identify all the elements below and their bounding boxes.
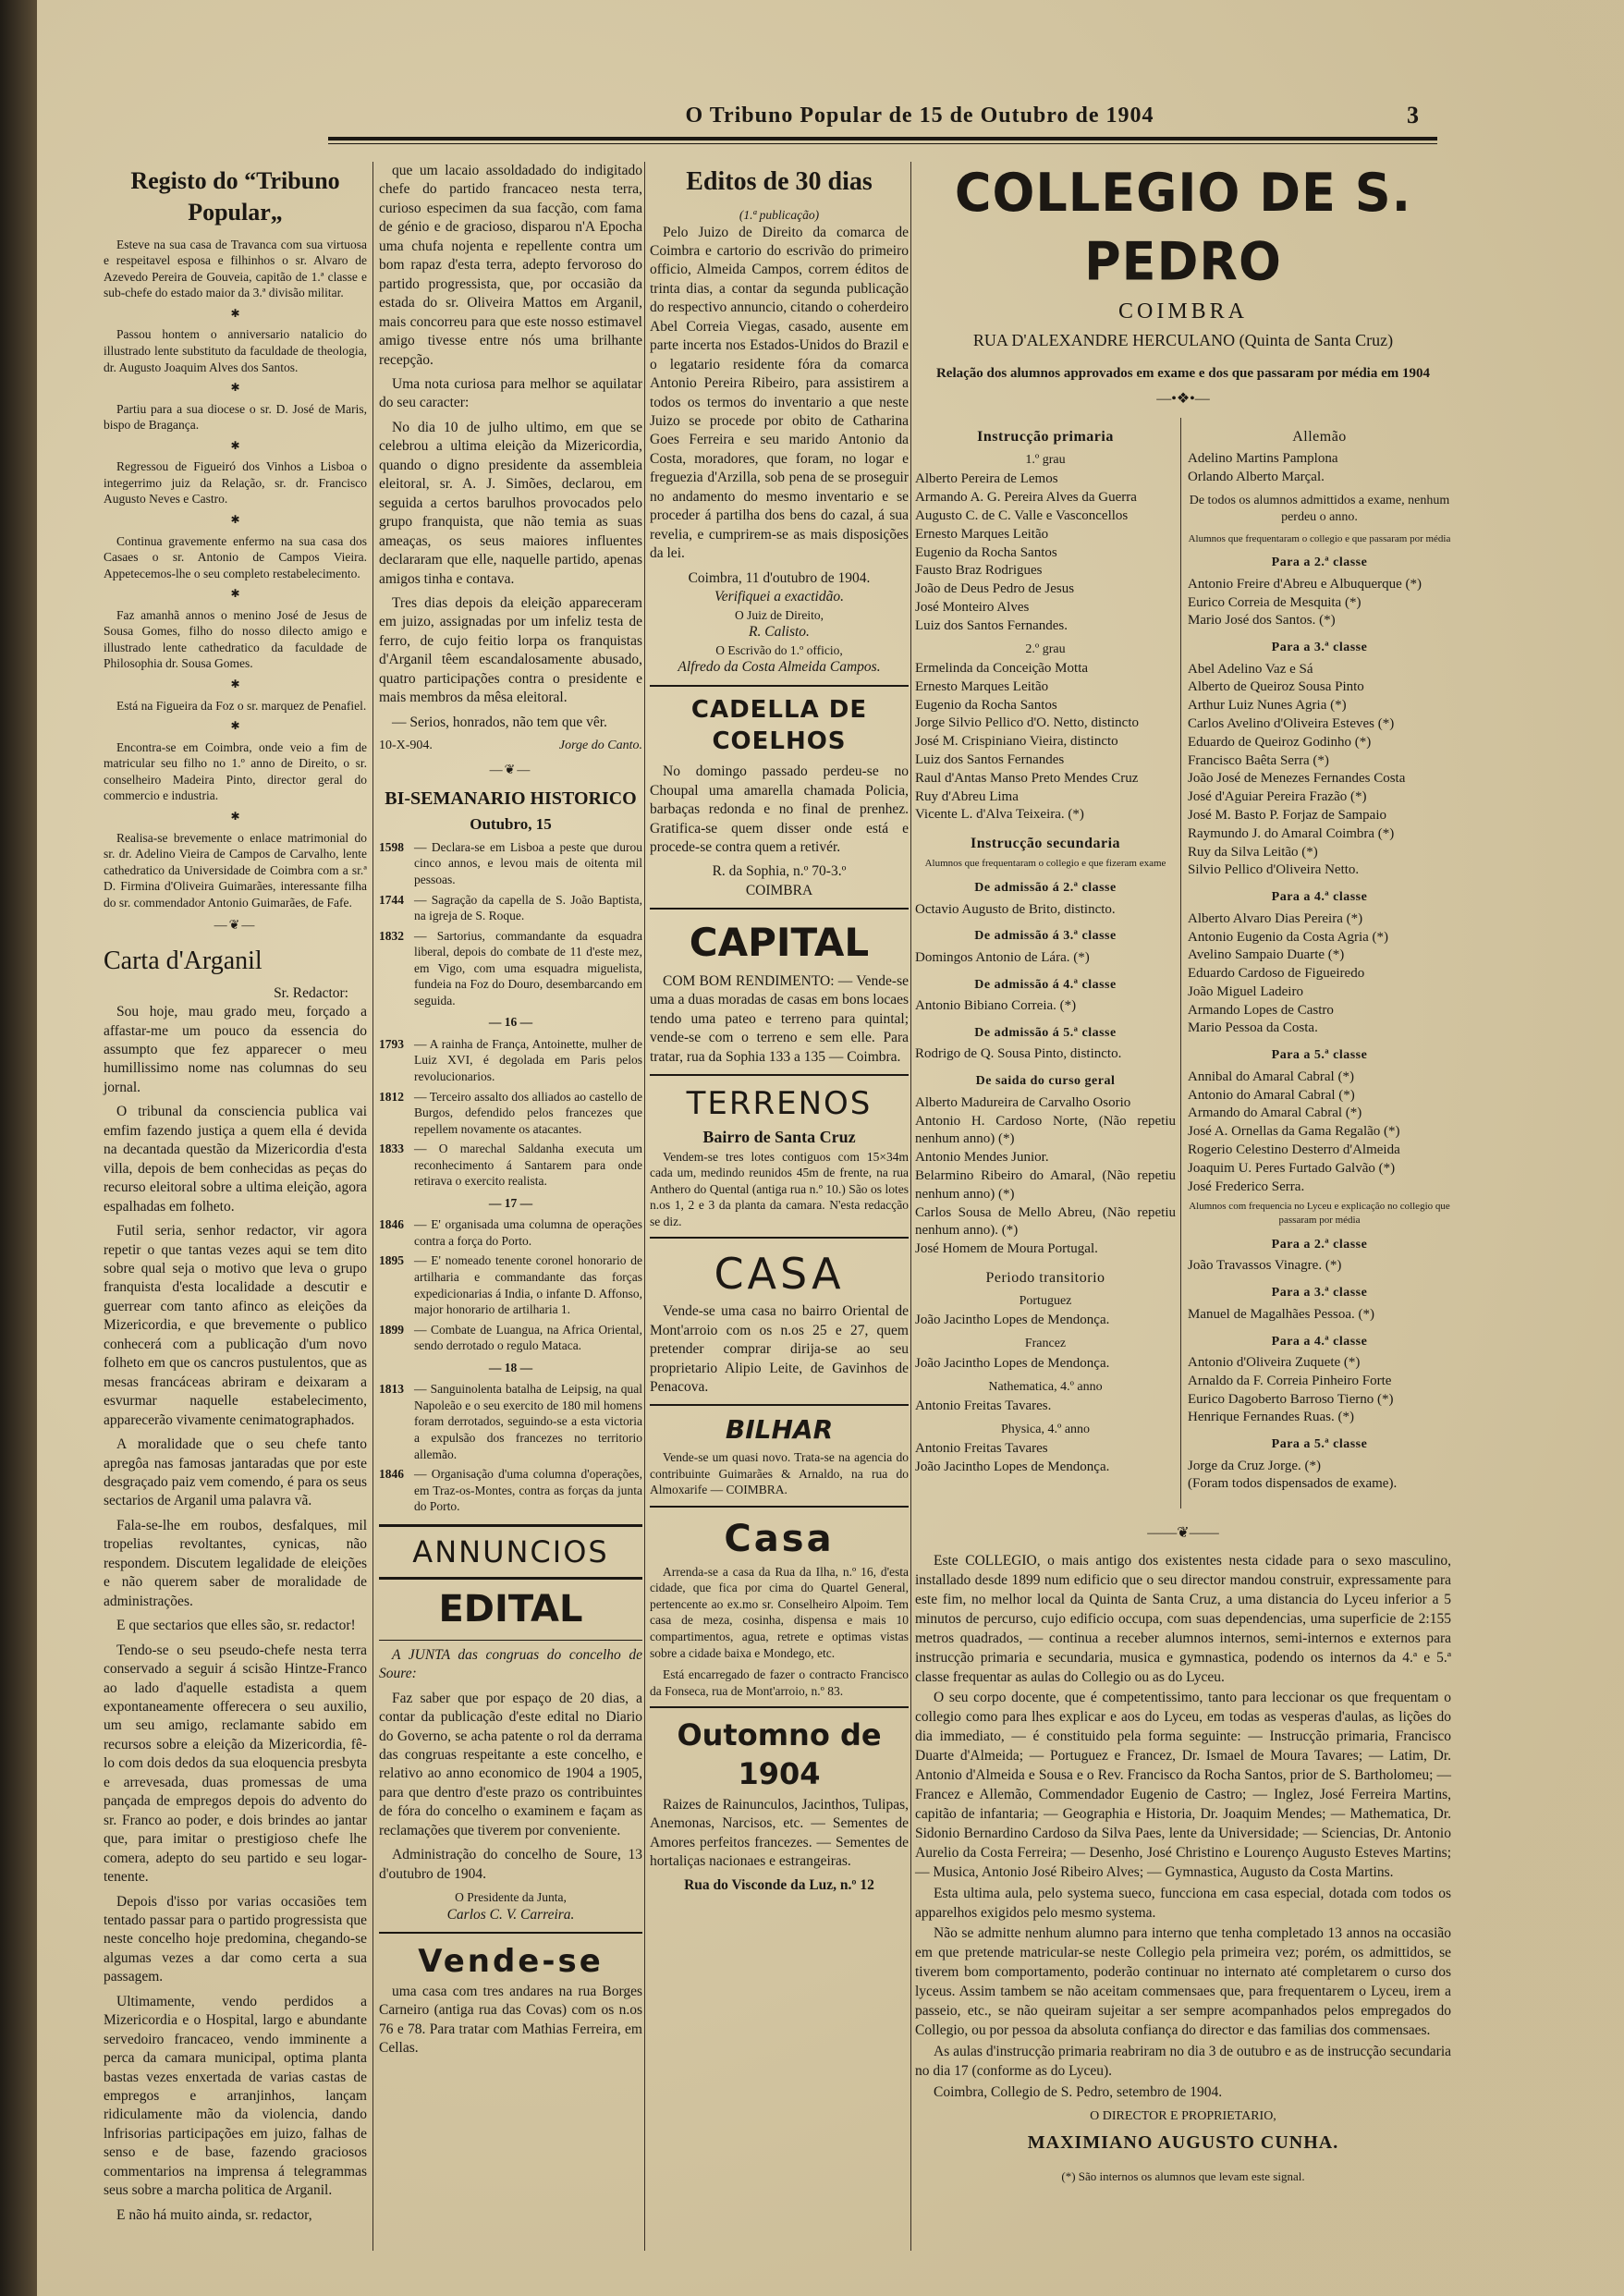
editos-body: Pelo Juizo de Direito da comarca de Coimbra e cartorio do escrivão do primeiro officio, Almeida Campos, correm éditos de trinta dias, a contar da segunda publicação do respectivo annuncio, citando o coherdeiro Abel Correia Viegas, casado, ausente em parte incerta nos Estados-Unidos do Brazil e o legatario residente fóra da comarca Antonio Pereira Ribeiro, para assistirem a todos os termos do inventario a que neste Juizo se procede por obito de Catharina Goes Ferreira e seu marido Antonio da Costa, moradores, que foram, no logar e freguezia d'Arzilla, sob pena de se proseguir no andamento do mesmo inventario e se proceder á partilha dos bens do cazal, á sua revelia, e cumprirem-se as mais disposições da lei. [650, 224, 909, 562]
terrenos-title: TERRENOS [686, 1085, 873, 1123]
student-name: Antonio Mendes Junior. [915, 1150, 1049, 1166]
student-name: José Monteiro Alves [915, 600, 1030, 616]
class-heading: Para a 5.ª classe [1271, 1437, 1368, 1452]
note: Alumnos com frequencia no Lyceu e explicação no collegio que passaram por média [1189, 1201, 1450, 1227]
cadella-city: COIMBRA [745, 882, 813, 898]
student-name: José M. Crispiniano Vieira, distincto [915, 734, 1118, 750]
carta-paragraph: Ultimamente, vendo perdidos a Mizericordia e o Hospital, largo e abundante servedoiro francaceo, vendo imminente a perca da camara municipal, optima planta bastas vezes enxertada de varias castas de empregos e arranjinhos, lançam ridiculamente mão da violencia, dando lnfrisorias participações em juizo, falhas de senso e de base, fazendo graciosos commentarios na imprensa á telegrammas seus sobre a marcha politica de Arganil. [104, 1993, 367, 2199]
historico-entry: 1895 — E' nomeado tenente coronel honorario de artilharia e commandante das forças expedicionarias á India, o infante D. Affonso, major honorario de artilharia 1. [379, 1253, 642, 1317]
separator-ornament: —❦— [489, 763, 532, 777]
student-name: Avelino Sampaio Duarte (*) [1188, 947, 1345, 963]
student-name: José A. Ornellas da Gama Regalão (*) [1188, 1124, 1400, 1140]
student-name: Orlando Alberto Marçal. [1188, 469, 1325, 484]
historico-entry: 1899 — Combate de Luangua, na Africa Oriental, sendo derrotado o regulo Mataca. [379, 1322, 642, 1353]
subheading: 2.º grau [1025, 641, 1066, 656]
student-name: Alberto Alvaro Dias Pereira (*) [1188, 910, 1363, 926]
page-number: 3 [1407, 102, 1419, 128]
divider [379, 1640, 642, 1641]
name-list [1188, 1458, 1451, 1495]
collegio-city: COIMBRA [1117, 299, 1249, 324]
class-heading: Para a 4.ª classe [1271, 1334, 1368, 1349]
registo-item: Partiu para a sua diocese o sr. D. José de Maris, bispo de Bragança. [104, 401, 367, 433]
carta-paragraph: Depois d'isso por varias occasiões tem tentado passar para o partido progressista que neste concelho hoje predomina, chegando-se algumas vezes a dar como certa a sua passagem. [104, 1893, 367, 1985]
carta-paragraph: Tendo-se o seu pseudo-chefe nesta terra conservado a seguir á scisão Hintze-Franco ao lado d'aquelle estadista a quem expontaneamente offerecera o seu auxilio, um seu amigo, reclamante sabido em recursos sobre a eleição da Mizericordia, fê-lo com dois dedos da sua eloquencia presbyta e arrevesada, duas promessas de uma pançada de empregos depois do advento do sr. Franco ao poder, e dois brindes ao jantar que, para imitar o prestigioso chefe lhe comera, adepto do seu partido e seu logar-tenente. [104, 1642, 367, 1886]
collegio-description [915, 1552, 1451, 2103]
class-heading: Para a 3.ª classe [1271, 1286, 1368, 1301]
collegio-section [915, 162, 1451, 2197]
student-name: Mario José dos Santos. (*) [1188, 613, 1336, 629]
editos-title: Editos de 30 dias [686, 167, 873, 196]
registo-item: Esteve na sua casa de Travanca com sua virtuosa e respeitavel esposa e filhinhos o sr. Alvaro de Azevedo Pereira de Gouveia, capitão de 1.ª classe e sub-chefe do estado maior da 3.ª divisão militar. [104, 237, 367, 300]
section-heading: Periodo transitorio [985, 1269, 1105, 1286]
student-name: Alberto Pereira de Lemos [915, 471, 1058, 487]
student-name: Luiz dos Santos Fernandes [915, 752, 1065, 768]
column-divider-2 [644, 162, 645, 2251]
student-name: Alberto de Queiroz Sousa Pinto [1188, 679, 1364, 695]
divider [650, 1506, 909, 1508]
header-rule-thin [328, 143, 1437, 144]
bilhar-title: BILHAR [725, 1414, 834, 1446]
carta-continued: No dia 10 de julho ultimo, em que se celebrou a ultima eleição da Mizericordia, quando o digno presidente da assembleia eleitoral, sr. A. J. Simões, declarou, em seguida a certos barulhos provocados pelo grupo franquista, que não temia as suas ameaças, os seus maiores influentes declararam que elle, naquelle partido, apenas amigos tinha e contava. [379, 419, 642, 587]
edital-role: O Presidente da Junta, [455, 1890, 567, 1905]
editos-publication: (1.ª publicação) [739, 207, 820, 222]
note: Alumnos que frequentaram o collegio e que fizeram exame [924, 858, 1166, 870]
student-name: João Jacintho Lopes de Mendonça. [915, 1459, 1110, 1475]
student-name: Octavio Augusto de Brito, distincto. [915, 901, 1116, 917]
outomno-address: Rua do Visconde da Luz, n.º 12 [684, 1877, 874, 1894]
student-name: Vicente L. d'Alva Teixeira. (*) [915, 807, 1084, 823]
casa-body: Vende-se uma casa no bairro Oriental de Mont'arroio com os n.os 25 e 27, quem pretender comprar dirija-se ao seu proprietario Alipio Leite, de Gavinhos de Penacova. [650, 1303, 909, 1395]
column-divider-1 [372, 162, 373, 2251]
student-name: Eduardo Cardoso de Figueiredo [1188, 966, 1365, 982]
name-list [1188, 1069, 1451, 1197]
asterisk-ornament: ✱ [230, 587, 240, 601]
carta-paragraph: Futil seria, senhor redactor, vir agora repetir o que tantas vezes aqui se tem dito sobre qual seja o motivo que leva o grupo franquista d'esta localidade a descutir e guerrear com tanto afinco as eleições da Mizericordia, e que brevemente o publico conhecerá com a publicação d'um novo folheto em que os cancros pustulentos, que as mesas francáceas abriram e deixaram a esvurmar naquelle estabelecimento, apparecerão vivamente cenimatographados. [104, 1223, 367, 1428]
historico-day: — 18 — [488, 1360, 533, 1374]
editos-verified: Verifiquei a exactidão. [714, 589, 844, 605]
student-name: Fausto Braz Rodrigues [915, 563, 1043, 579]
student-name: Eugenio da Rocha Santos [915, 544, 1057, 560]
student-name: Rodrigo de Q. Sousa Pinto, distincto. [915, 1046, 1122, 1062]
student-name: Arthur Luiz Nunes Agria (*) [1188, 698, 1347, 714]
name-list [915, 1094, 1176, 1259]
note: De todos os alumnos admittidos a exame, nenhum perdeu o anno. [1189, 493, 1450, 525]
collegio-title: COLLEGIO DE S. PEDRO [954, 162, 1412, 293]
registo-item: Encontra-se em Coimbra, onde veio a fim de matricular seu filho no 1.º anno de Direito, o sr. conselheiro Madeira Pinto, director geral do commercio e industria. [104, 739, 367, 803]
registo-items [104, 237, 367, 911]
class-heading: De admissão á 4.ª classe [974, 977, 1117, 992]
student-name: Alberto Madureira de Carvalho Osorio [915, 1094, 1131, 1110]
carta-title: Carta d'Arganil [104, 946, 263, 975]
results-columns [915, 418, 1451, 1518]
bilhar-body: Vende-se um quasi novo. Trata-se na agencia do contribuinte Guimarães & Arnaldo, na rua do Almoxarife — COIMBRA. [650, 1450, 909, 1497]
editos-date: Coimbra, 11 d'outubro de 1904. [688, 569, 871, 586]
casa-arrenda-contact: Está encarregado de fazer o contracto Francisco da Fonseca, rua de Mont'arroio, n.º 83. [650, 1667, 909, 1698]
registo-title: Registo do “Tribuno Popular„ [130, 167, 340, 226]
student-name: Antonio d'Oliveira Zuquete (*) [1188, 1355, 1361, 1371]
section-heading: Allemão [1292, 428, 1347, 445]
cadella-body: No domingo passado perdeu-se no Choupal uma amarella chamada Policia, barbaças redonda e no final de prenhez. Gratifica-se quem disser onde está e procede-se contra quem a retivér. [650, 763, 909, 855]
name-list [915, 660, 1176, 824]
historico-entry: 1832 — Sartorius, commandante da esquadra liberal, depois do combate de 11 d'este mez, em Vigo, com uma esquadra miguelista, fundeia na Foz do Douro, desembarcando em seguida. [379, 928, 642, 1008]
editos-clerk-role: O Escrivão do 1.º officio, [715, 642, 843, 657]
carta-signature: Jorge do Canto. [558, 739, 642, 753]
student-name: (Foram todos dispensados de exame). [1188, 1476, 1398, 1492]
director-name: MAXIMIANO AUGUSTO CUNHA. [1027, 2132, 1339, 2154]
student-name: Francisco Baêta Serra (*) [1188, 752, 1329, 768]
divider [379, 1932, 642, 1934]
student-name: Armando A. G. Pereira Alves da Guerra [915, 490, 1137, 506]
carta-paragraph: Fala-se-lhe em roubos, desfalques, mil tropelias revoltantes, cynicas, não respondem. Discutem legalidade de eleições e não querem saber de moralidade de administrações. [104, 1517, 367, 1609]
carta-salutation: Sr. Redactor: [274, 984, 348, 1001]
student-name: Jorge Silvio Pellico d'O. Netto, distincto [915, 715, 1139, 731]
student-name: Joaquim U. Peres Furtado Galvão (*) [1188, 1160, 1396, 1176]
student-name: João Jacintho Lopes de Mendonça. [915, 1355, 1110, 1371]
capital-body: — Vende-se uma a duas moradas de casas em bons locaes tendo uma pateo e terreno para quintal; vende-se com o terreno e sem elle. Para tratar, rua da Sophia 133 a 135 — Coimbra. [650, 972, 910, 1065]
subheading: Nathematica, 4.º anno [988, 1379, 1103, 1394]
historico-title: BI-SEMANARIO HISTORICO [385, 788, 637, 810]
vende-body: uma casa com tres andares na rua Borges Carneiro (antiga rua das Covas) com os n.os 76 e 78. Para tratar com Mathias Ferreira, em Cellas. [379, 1984, 642, 2057]
name-list [1188, 910, 1451, 1039]
carta-date: 10-X-904. [379, 739, 433, 753]
asterisk-ornament: ✱ [230, 809, 240, 823]
class-heading: De saida do curso geral [975, 1074, 1116, 1089]
registo-item: Faz amanhã annos o menino José de Jesus de Sousa Gomes, filho do nosso dilecto amigo e illustrado lente cathedratico da faculdade de Philosophia dr. Sousa Gomes. [104, 607, 367, 671]
divider [650, 1404, 909, 1406]
editos-clerk: Alfredo da Costa Almeida Campos. [678, 659, 881, 676]
terrenos-subtitle: Bairro de Santa Cruz [702, 1127, 856, 1146]
edital-body: Faz saber que por espaço de 20 dias, a contar da publicação d'este edital no Diario do Governo, se acha patente o rol da derrama das congruas respeitante a este concelho, e relativo ao anno economico de 1904 a 1905, para que dentro d'este prazo os contribuintes de fóra do concelho o examinem e façam as reclamações que tiverem por conveniente. [379, 1690, 642, 1838]
historico-entry: 1846 — Organisação d'uma columna d'operações, em Traz-os-Montes, contra as forças da junta do Porto. [379, 1467, 642, 1514]
subheading: 1.º grau [1025, 452, 1066, 467]
carta-continued: Uma nota curiosa para melhor se aquilatar do seu caracter: [379, 375, 642, 411]
name-list [915, 470, 1176, 635]
student-name: Ermelinda da Conceição Motta [915, 661, 1089, 677]
student-name: João de Deus Pedro de Jesus [915, 581, 1075, 597]
student-name: Belarmino Ribeiro do Amaral, (Não repetiu nenhum anno) (*) [915, 1167, 1176, 1202]
outomno-title: Outomno de 1904 [677, 1717, 882, 1792]
student-name: Antonio Freitas Tavares. [915, 1398, 1052, 1414]
student-name: Arnaldo da F. Correia Pinheiro Forte [1188, 1373, 1392, 1388]
student-name: Antonio Eugenio da Costa Agria (*) [1188, 929, 1389, 945]
collegio-paragraph: Este COLLEGIO, o mais antigo dos existentes nesta cidade para o sexo masculino, installado desde 1899 num edificio que o seu director mandou construir, expressamente para este fim, no melhor local da Quinta de Santa Cruz, a uma distancia do Lyceu inferior a 5 minutos de percurso, cujo edificio occupa, com suas dependencias, uma superficie de 2:155 metros quadrados, — continua a receber alumnos internos, semi-internos e externos para instrucção primaria e secundaria, musica e gymnastica, podendo os internos da 4.ª e 5.ª classe frequentar as aulas do Collegio ou as do Lyceu. [915, 1552, 1451, 1685]
cadella-address: R. da Sophia, n.º 70-3.º [712, 863, 847, 880]
collegio-paragraph: Esta ultima aula, pelo systema sueco, funcciona em casa especial, dotada com todos os apparelhos exigidos pelo mesmo systema. [915, 1885, 1451, 1921]
asterisk-ornament: ✱ [230, 719, 240, 733]
name-list [1188, 661, 1451, 881]
carta-paragraph: O tribunal da consciencia publica vai emfim fazendo justiça a quem ella é devida na decantada questão da Mizericordia d'esta villa, depois de bem conhecidas as peças do recurso eleitoral sobre a ultima eleição, agora espalhadas em folheto. [104, 1104, 367, 1215]
ornament: ——❦—— [1147, 1524, 1219, 1541]
name-list [1188, 450, 1451, 487]
student-name: Ernesto Marques Leitão [915, 678, 1049, 694]
carta-paragraph: A moralidade que o seu chefe tanto apregôa nas famosas jantaradas que por este desgraçado paiz vem comendo, é para os seus sectarios de Arganil uma palavra vã. [104, 1436, 367, 1509]
student-name: José Homem de Moura Portugal. [915, 1241, 1098, 1257]
historico-entry: 1813 — Sanguinolenta batalha de Leipsig, na qual Napoleão e o seu exercito de 180 mil homens foram derrotados, seguindo-se a esta victoria a expulsão dos francezes no territorio allemão. [379, 1382, 642, 1461]
casa-title: CASA [714, 1249, 845, 1300]
editos-judge-role: O Juiz de Direito, [735, 607, 824, 622]
edital-signature: Carlos C. V. Carreira. [446, 1906, 575, 1923]
student-name: João Miguel Ladeiro [1188, 983, 1303, 999]
student-name: Annibal do Amaral Cabral (*) [1188, 1069, 1354, 1084]
class-heading: Para a 2.ª classe [1271, 556, 1368, 570]
divider [650, 1074, 909, 1076]
historico-month: Outubro, 15 [470, 815, 552, 834]
student-name: Carlos Sousa de Mello Abreu, (Não repetiu nenhum anno). (*) [915, 1204, 1176, 1239]
column-3 [650, 162, 909, 1896]
edital-intro: A JUNTA das congruas do concelho de Soure: [379, 1646, 642, 1682]
historico-entry: 1846 — E' organisada uma columna de operações contra a força do Porto. [379, 1217, 642, 1248]
asterisk-ornament: ✱ [230, 381, 240, 395]
student-name: Luiz dos Santos Fernandes. [915, 617, 1068, 633]
student-name: João José de Menezes Fernandes Costa [1188, 771, 1406, 787]
casa-arrenda-body: Arrenda-se a casa da Rua da Ilha, n.º 16, d'esta cidade, que fica por cima do Quartel General, pertencente ao ex.mo sr. Conselheiro Alpoim. Tem casa de meza, cosinha, dispensa e mais 10 compartimentos, agua, retrete e optimas vistas sobre a cidade baixa e Mondego, etc. [650, 1564, 909, 1660]
casa-arrenda-title: Casa [724, 1518, 835, 1560]
historico-entry: 1598 — Declara-se em Lisboa a peste que durou cinco annos, e levou mais de oitenta mil pessoas. [379, 839, 642, 886]
column-1 [104, 162, 367, 2230]
student-name: Jorge da Cruz Jorge. (*) [1188, 1458, 1321, 1473]
historico-entry: 1833 — O marechal Saldanha executa um reconhecimento á Santarem para onde retirava o exercito realista. [379, 1142, 642, 1189]
cadella-title: CADELLA DE COELHOS [690, 695, 868, 755]
registo-item: Está na Figueira da Foz o sr. marquez de Penafiel. [116, 698, 367, 713]
student-name: Eduardo de Queiroz Godinho (*) [1188, 734, 1372, 750]
historico-list [379, 839, 642, 1515]
divider [650, 1237, 909, 1239]
ornament: —•❖•— [1156, 390, 1210, 407]
student-name: Antonio H. Cardoso Norte, (Não repetiu nenhum anno) (*) [915, 1113, 1176, 1147]
student-name: Mario Pessoa da Costa. [1188, 1020, 1318, 1036]
class-heading: Para a 2.ª classe [1271, 1238, 1368, 1252]
student-name: João Travassos Vinagre. (*) [1188, 1258, 1342, 1274]
class-heading: De admissão á 3.ª classe [974, 929, 1117, 944]
section-heading: Instrucção secundaria [970, 836, 1121, 852]
name-list [1188, 576, 1451, 630]
collegio-address: RUA D'ALEXANDRE HERCULANO (Quinta de Santa Cruz) [972, 331, 1394, 350]
student-name: Antonio do Amaral Cabral (*) [1188, 1087, 1355, 1103]
student-name: Eugenio da Rocha Santos [915, 697, 1057, 713]
note: Alumnos que frequentaram o collegio e que passaram por média [1188, 532, 1451, 544]
subheading: Physica, 4.º anno [1000, 1422, 1091, 1436]
class-heading: Para a 4.ª classe [1271, 890, 1368, 905]
outomno-body: Raizes de Rainunculos, Jacinthos, Tulipas, Anemonas, Narcisos, etc. — Sementes de Amores perfeitos francezes. — Sementes de hortaliças nacionaes e estrangeiras. [650, 1796, 909, 1869]
separator-ornament: —❦— [214, 919, 257, 934]
asterisk-ornament: ✱ [230, 438, 240, 452]
student-name: Henrique Fernandes Ruas. (*) [1188, 1410, 1354, 1425]
student-name: José d'Aguiar Pereira Frazão (*) [1188, 789, 1367, 805]
divider [650, 908, 909, 910]
student-name: Ernesto Marques Leitão [915, 526, 1049, 542]
section-heading: Instrucção primaria [977, 428, 1114, 445]
registo-item: Realisa-se brevemente o enlace matrimonial do sr. dr. Adelino Vieira de Campos de Carvalho, lente cathedratico da Universidade de Coimbra com a sr.ª D. Firmina d'Oliveira Guimarães, interessante filha do sr. commendador Antonio Guimarães, de Fafe. [104, 830, 367, 910]
capital-title: CAPITAL [689, 920, 870, 966]
collegio-paragraph: O seu corpo docente, que é competentissimo, tanto para leccionar os que frequentam o collegio como para lhes explicar e aos do Lyceu, em todas as vesperas d'aulas, as lições do dia immediato, — é constituido pela forma seguinte: — Instrucção primaria, Francisco Duarte d'Almeida; — Portuguez e Francez, Dr. Ismael de Moura Tavares; — Latim, Dr. Antonio d'Almeida e Sousa e o Rev. Francisco da Rocha Santos, prior de S. Bartholomeu; — Francez e Allemão, Commendador Eugenio de Castro; — Inglez, José Ferreira Martins, capitão de infantaria; — Geographia e Historia, Dr. Joaquim Mendes; — Mathematica, Dr. Sidonio Bernardino Cardoso da Silva Paes, lente da Universidade; — Sciencias, Dr. Antonio Aurelio da Costa Ferreira; — Desenho, José Christino e Lourenço Augusto Esteves Martins; — Musica, Antonio José Ribeiro Alves; — Gymnastica, Augusto da Costa Martins. [915, 1690, 1451, 1880]
historico-entry: 1744 — Sagração da capella de S. João Baptista, na igreja de S. Roque. [379, 892, 642, 923]
student-name: Raymundo J. do Amaral Coimbra (*) [1188, 825, 1395, 841]
student-name: Eurico Correia de Mesquita (*) [1188, 594, 1361, 610]
footnote: (*) São internos os alumnos que levam este signal. [1061, 2168, 1305, 2183]
page-header: O Tribuno Popular de 15 de Outubro de 1904 [685, 104, 1154, 128]
asterisk-ornament: ✱ [230, 677, 240, 690]
header-rule [328, 137, 1437, 140]
student-name: Augusto C. de C. Valle e Vasconcellos [915, 508, 1129, 524]
results-divider [1180, 418, 1181, 1508]
director-role: O DIRECTOR E PROPRIETARIO, [1090, 2108, 1276, 2123]
carta-continued: que um lacaio assoldadado do indigitado chefe do partido francaceo nesta terra, curioso especimen da sua facção, com fama de génio e de gracioso, disparou n'A Epocha uma chufa nojenta e repellente contra um bom rapaz d'esta terra, adepto fervoroso do partido progressista, que, por occasião da estada do sr. Oliveira Mattos em Arganil, mais concorreu para que este nosso estimavel amigo tivesse entre nós uma brilhante recepção. [379, 163, 642, 368]
historico-entry: 1793 — A rainha de França, Antoinette, mulher de Luiz XVI, é degolada em Paris pelos revolucionarios. [379, 1036, 642, 1084]
registo-item: Passou hontem o anniversario natalicio do illustrado lente substituto da faculdade de theologia, dr. Augusto Joaquim Alves dos Santos. [104, 327, 367, 374]
class-heading: De admissão á 2.ª classe [974, 881, 1117, 896]
student-name: Silvio Pellico d'Oliveira Netto. [1188, 862, 1360, 878]
terrenos-body: Vendem-se tres lotes contiguos com 15×34m cada um, medindo reunidos 45m de frente, na rua Anthero do Quental (antiga rua n.º 10.) São os lotes n.os 1, 2 e 3 da planta da camara. N'esta redacção se diz. [650, 1149, 909, 1228]
student-name: José M. Basto P. Forjaz de Sampaio [1188, 808, 1386, 824]
student-name: Domingos Antonio de Lára. (*) [915, 949, 1090, 965]
class-heading: Para a 3.ª classe [1271, 641, 1368, 655]
student-name: Abel Adelino Vaz e Sá [1188, 661, 1313, 677]
student-name: Raul d'Antas Manso Preto Mendes Cruz [915, 770, 1139, 786]
class-heading: Para a 5.ª classe [1271, 1048, 1368, 1063]
editos-judge: R. Calisto. [749, 624, 810, 641]
carta-continued: Tres dias depois da eleição appareceram em juizo, assignadas por um infeliz testa de ferro, de cujo feitio lorpa os franquistas d'Arganil têem escandalosamente abusado, quatro participações contra o presidente e mais membros da mêsa eleitoral. [379, 594, 642, 706]
carta-continued: — Serios, honrados, não tem que vêr. [392, 714, 607, 730]
student-name: José Frederico Serra. [1188, 1179, 1305, 1194]
historico-day: — 16 — [488, 1015, 533, 1030]
vende-title: Vende-se [418, 1943, 604, 1981]
asterisk-ornament: ✱ [230, 306, 240, 320]
carta-paragraph: Sou hoje, mau grado meu, forçado a affastar-me um pouco da essencia do assumpto que fez apparecer o meu humillissimo nome nas columnas do seu jornal. [104, 1004, 367, 1095]
student-name: Antonio Freire d'Abreu e Albuquerque (*) [1188, 576, 1423, 592]
carta-paragraph: E não há muito ainda, sr. redactor, [116, 2206, 312, 2223]
results-right [1188, 418, 1451, 1494]
subheading: Francez [1024, 1337, 1067, 1351]
student-name: Carlos Avelino d'Oliveira Esteves (*) [1188, 716, 1395, 732]
class-heading: De admissão á 5.ª classe [974, 1026, 1117, 1040]
edital-title: EDITAL [438, 1587, 583, 1630]
student-name: Adelino Martins Pamplona [1188, 450, 1338, 466]
subheading: Portuguez [1019, 1294, 1072, 1309]
registo-item: Continua gravemente enfermo na sua casa dos Casaes o sr. Antonio de Campos Vieira. Appetecemos-lhe o seu completo restabelecimento. [104, 533, 367, 580]
asterisk-ornament: ✱ [230, 512, 240, 526]
student-name: Rogerio Celestino Desterro d'Almeida [1188, 1142, 1400, 1157]
student-name: Ruy da Silva Leitão (*) [1188, 844, 1318, 860]
student-name: Manuel de Magalhães Pessoa. (*) [1188, 1306, 1375, 1322]
column-divider-3 [910, 162, 911, 2251]
divider [650, 685, 909, 687]
student-name: Antonio Bibiano Correia. (*) [915, 998, 1077, 1014]
collegio-relation: Relação dos alumnos approvados em exame e dos que passaram por média em 1904 [935, 365, 1431, 381]
name-list [1188, 1354, 1451, 1427]
student-name: Armando Lopes de Castro [1188, 1002, 1334, 1018]
registo-item: Regressou de Figueiró dos Vinhos a Lisboa o integerrimo juiz da Relação, sr. dr. Francisco Augusto Neves e Castro. [104, 459, 367, 507]
capital-subtitle: COM BOM RENDIMENTO: [663, 972, 835, 989]
carta-body [104, 1003, 367, 2225]
name-list [915, 1440, 1176, 1477]
carta-signoff [379, 738, 642, 754]
carta-paragraph: E que sectarios que elles são, sr. redactor! [116, 1618, 356, 1634]
collegio-paragraph: As aulas d'instrucção primaria reabriram no dia 3 de outubro e as de instrucção secundaria no dia 17 (conforme as do Lyceu). [915, 2044, 1451, 2079]
divider [650, 1706, 909, 1708]
historico-entry: 1812 — Terceiro assalto dos alliados ao castello de Burgos, defendido pelos francezes que repellem novamente os atacantes. [379, 1089, 642, 1136]
binding-gutter [0, 0, 37, 2296]
student-name: Antonio Freitas Tavares [915, 1441, 1048, 1457]
column-2 [379, 162, 642, 2064]
student-name: Ruy d'Abreu Lima [915, 788, 1019, 804]
historico-day: — 17 — [488, 1195, 533, 1210]
edital-closing: Administração do concelho de Soure, 13 d'outubro de 1904. [379, 1847, 642, 1882]
results-left [915, 418, 1176, 1477]
collegio-paragraph: Coimbra, Collegio de S. Pedro, setembro de 1904. [934, 2083, 1223, 2100]
annuncios-banner: ANNUNCIOS [379, 1524, 642, 1580]
collegio-paragraph: Não se admitte nenhum alumno para interno que tenha completado 13 annos na occasião em que pretende matricular-se neste Collegio pela primeira vez; porém, os admittidos, se tiverem bom comportamento, poderão continuar no internato até completarem o curso dos lyceus. Assim tambem se não aceitam commensaes que, para frequentarem o Lyceu, irem a passeio, etc., se não queiram sujeitar a ser sempre acompanhados pelos empregados do Collegio, ou por pessoa da absoluta confiança do director e das familias dos commensaes. [915, 1925, 1451, 2039]
student-name: Armando do Amaral Cabral (*) [1188, 1105, 1362, 1121]
student-name: João Jacintho Lopes de Mendonça. [915, 1313, 1110, 1328]
student-name: Eurico Dagoberto Barroso Tierno (*) [1188, 1391, 1394, 1407]
